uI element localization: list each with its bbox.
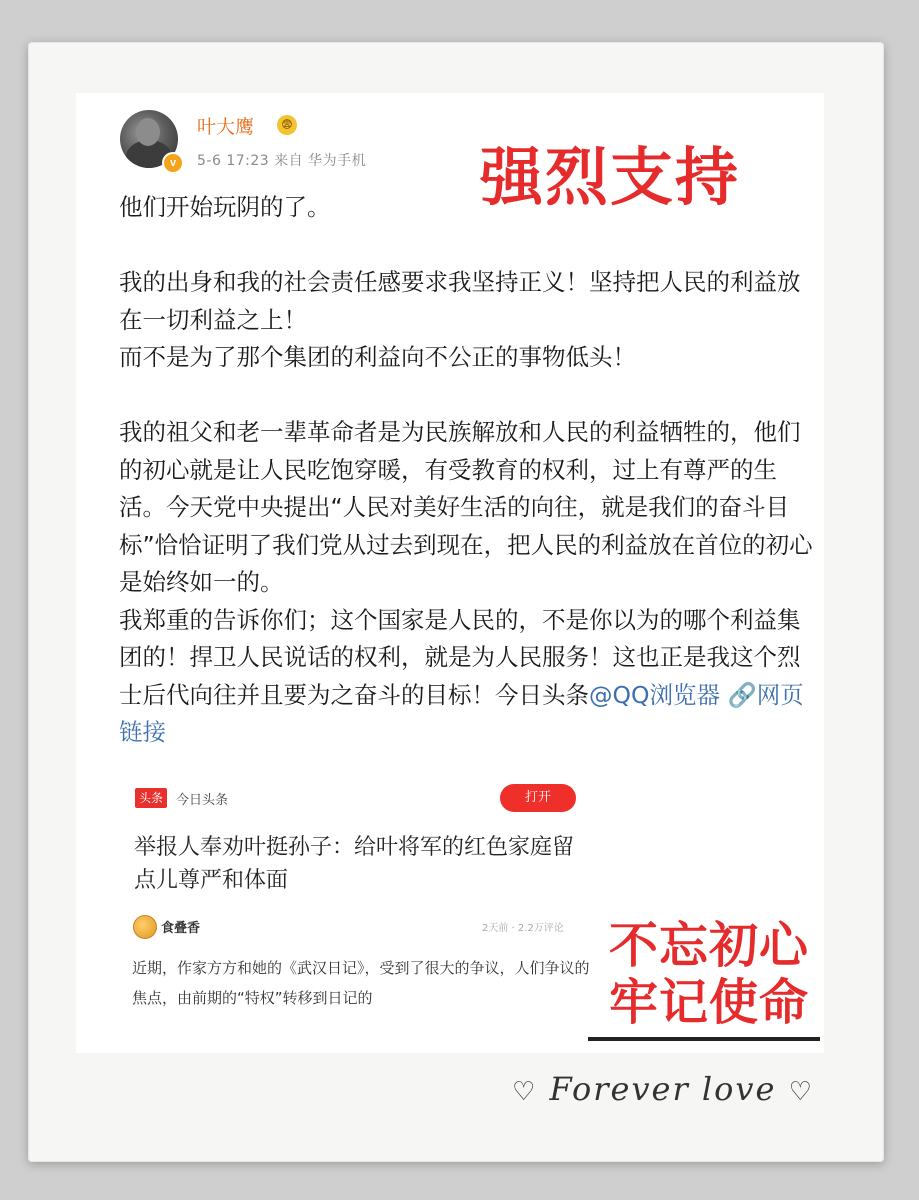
username[interactable]: 叶大鹰 [197, 116, 255, 138]
article-headline[interactable]: 举报人奉劝叶挺孙子：给叶将军的红色家庭留点儿尊严和体面 [134, 835, 575, 893]
mention-link[interactable]: @QQ浏览器 [589, 680, 720, 709]
weibo-post-card [76, 93, 824, 1053]
frame-caption [512, 1070, 822, 1108]
author-avatar [133, 915, 157, 939]
slogan-line: 不忘初心 [608, 917, 809, 974]
verified-v-icon: v [162, 152, 184, 174]
open-app-button[interactable]: 打开 [500, 784, 576, 812]
link-icon: 🔗 [727, 680, 757, 709]
post-paragraph: 我的出身和我的社会责任感要求我坚持正义！坚持把人民的利益放在一切利益之上！ 而不是为了那个集团的利益向不公正的事物低头！ [119, 268, 801, 371]
caption-text: Forever love [549, 1070, 777, 1108]
article-author[interactable]: 食叠香 [161, 921, 201, 936]
toutiao-app-name: 今日头条 [176, 793, 229, 808]
post-body [119, 189, 819, 752]
heart-outline-icon: ♡ [512, 1077, 538, 1107]
web-link[interactable]: 网页链接 [119, 680, 804, 746]
post-source: 来自 华为手机 [274, 153, 367, 169]
paragraph-gap [119, 227, 819, 265]
paragraph-gap [119, 377, 819, 415]
post-paragraph [119, 414, 819, 752]
slogan-overlay [596, 917, 822, 1031]
post-timestamp: 5-6 17:23 [197, 153, 270, 169]
post-paragraph-text: 我的祖父和老一辈革命者是为民族解放和人民的利益牺牲的，他们的初心就是让人民吃饱穿暖，有受教育的权利，过上有尊严的生活。今天党中央提出“人民对美好生活的向往，就是我们的奋斗目标”恰恰证明了我们党从过去到现在，把人民的利益放在首位的初心是始终如一的。 我郑重的告诉你们；这个国家是人民的，不是你以为的哪个利益集团的！捍卫人民说话的权利，就是为人民服务！这也正是我这个烈士后代向往并且要为之奋斗的目标！今日头条 [119, 418, 813, 709]
slogan-line: 牢记使命 [608, 974, 809, 1031]
post-meta [197, 150, 366, 170]
link-preview-card[interactable] [116, 783, 636, 1053]
avatar-face [136, 118, 160, 146]
support-stamp: 强烈支持 [480, 141, 740, 214]
heart-outline-icon: ♡ [788, 1077, 814, 1107]
toutiao-logo: 头条 [135, 788, 167, 808]
post-paragraph: 他们开始玩阴的了。 [119, 193, 331, 221]
article-snippet: 近期，作家方方和她的《武汉日记》，受到了很大的争议，人们争议的焦点，由前期的“特权”转移到日记的 [132, 959, 590, 1007]
article-stats: 2天前 · 2.2万评论 [482, 923, 564, 934]
emoji-badge-icon: 😨 [277, 115, 297, 135]
slogan-underline [588, 1037, 820, 1041]
